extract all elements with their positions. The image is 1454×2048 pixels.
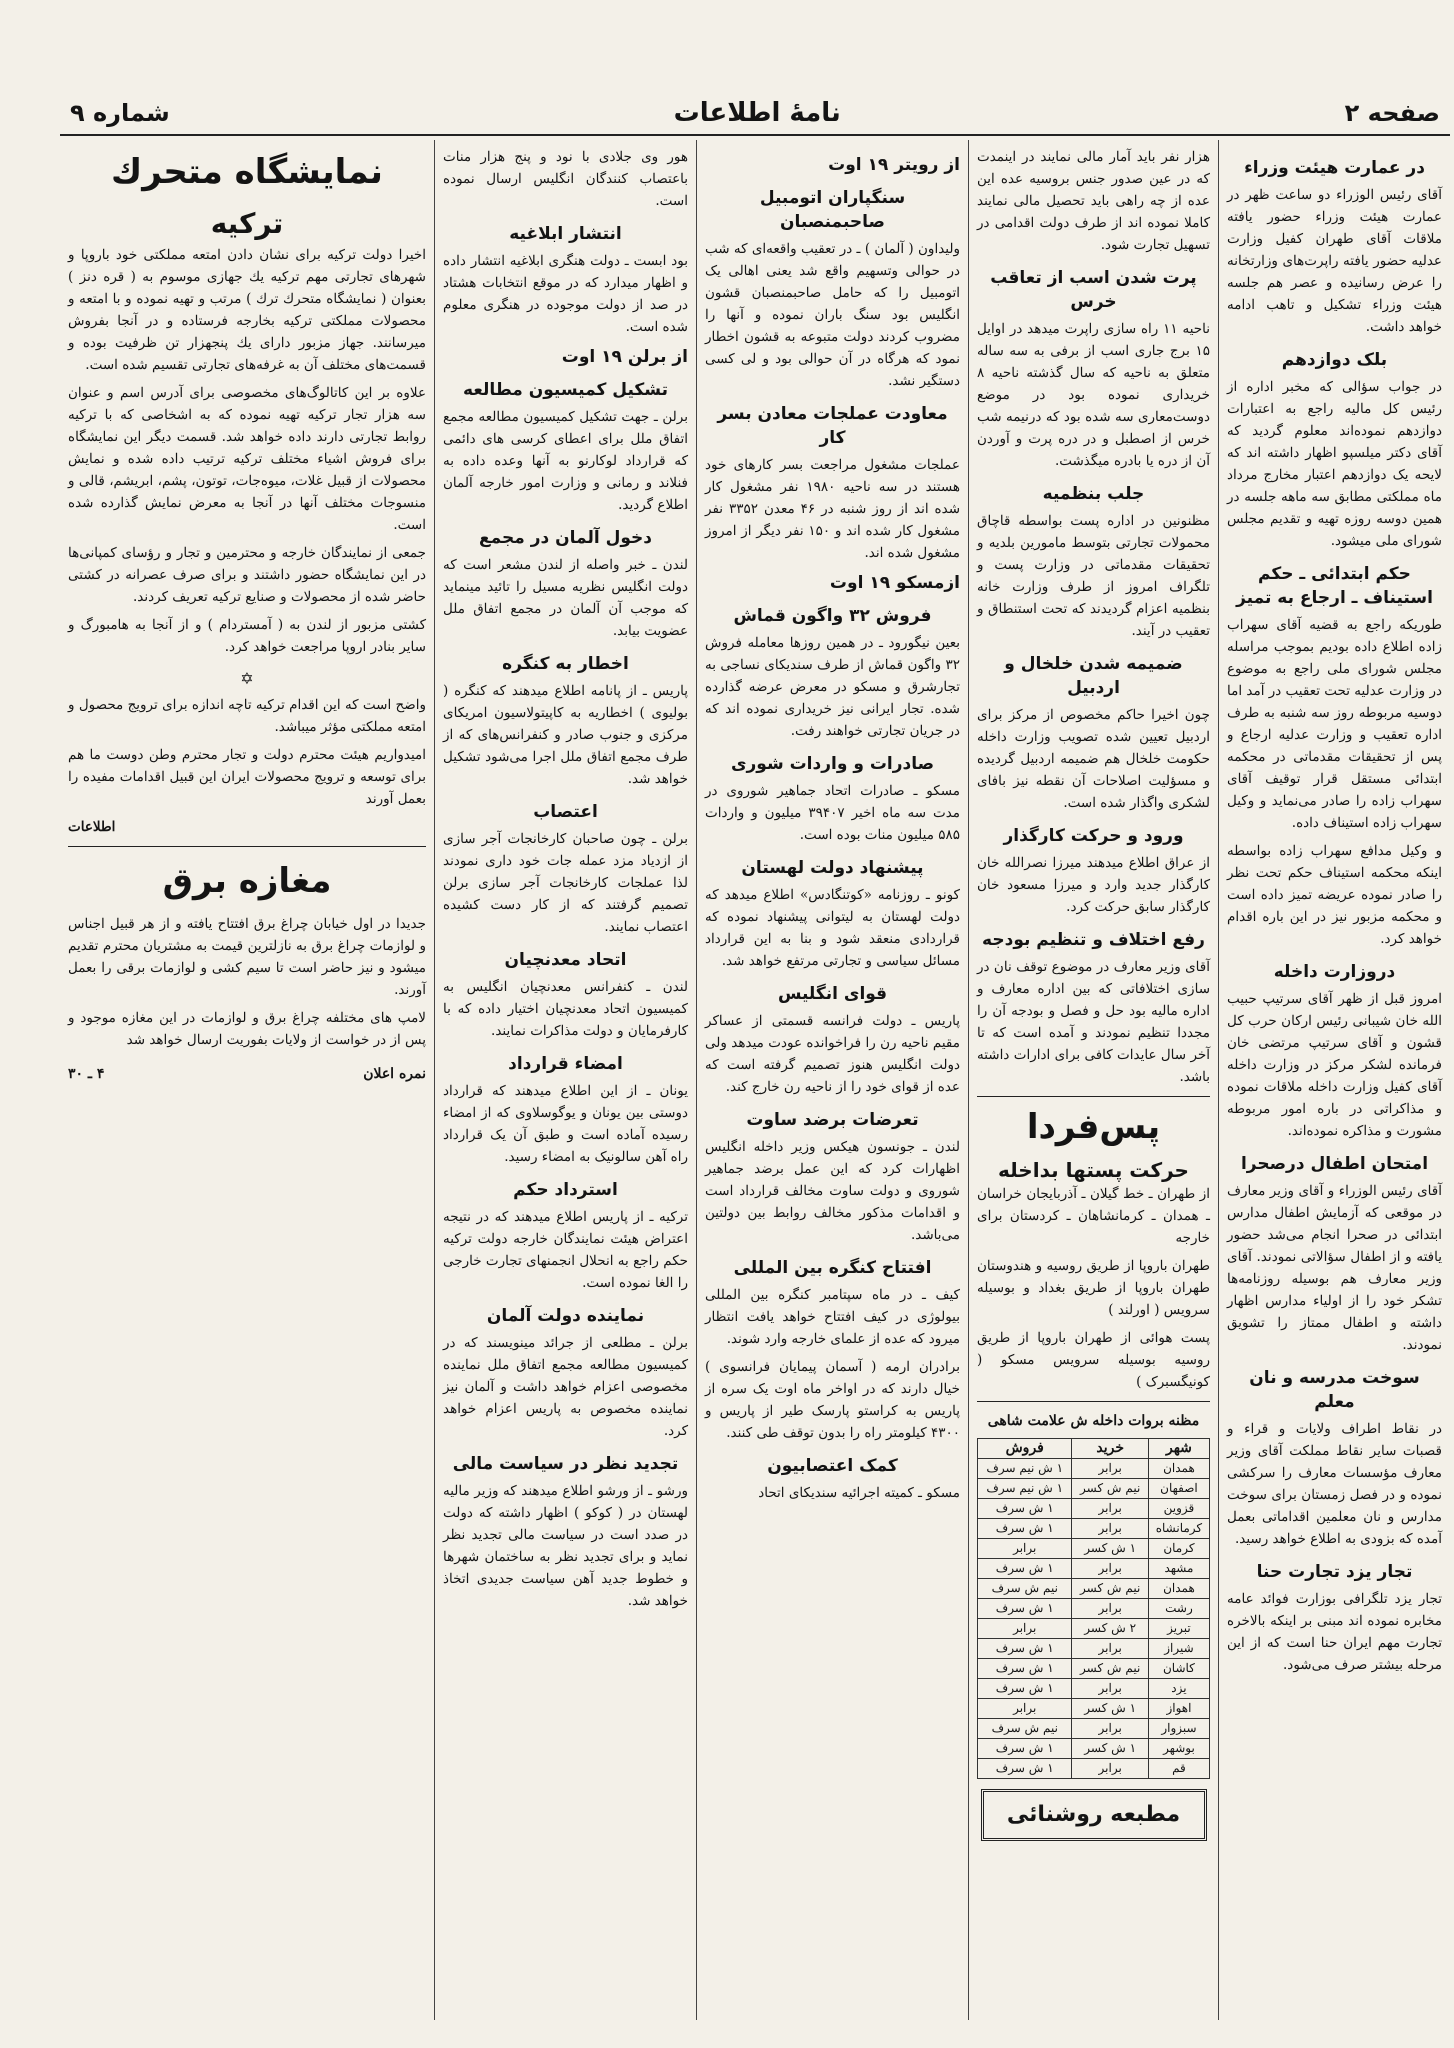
article-text: تجار یزد تلگرافی بوزارت فوائد عامه مخابره نموده اند مبنی بر اینکه بالاخره تجارت مهم ایران حنا است که از این مرحله بیشتر صرف می‌شود. [1227, 1591, 1442, 1673]
article-text: آقای رئیس الوزراء دو ساعت ظهر در عمارت هیئت وزراء حضور یافته ملاقات آقای طهران کفیل وزارت عدلیه حضور یافته راپرت‌های وزارتخانه را عرض رسانیده و عصر هم جلسه هیئت وزراء تشکیل و تاهب ادامه خواهد داشت. [1227, 187, 1442, 335]
rates-cell: ۱ ش سرف [978, 1519, 1072, 1539]
headline: تعرضات برضد ساوت [746, 1110, 919, 1130]
article-text: مسکو ـ کمیته اجرائیه سندیکای اتحاد [758, 1485, 960, 1501]
article-text: هور وی جلادی با نود و پنج هزار منات باعتصاب کنندگان انگلیس ارسال نموده است. [443, 149, 688, 209]
rates-cell: تبریز [1148, 1619, 1209, 1639]
rates-cell: یزد [1148, 1679, 1209, 1699]
article-text: اخیرا دولت ترکیه برای نشان دادن امتعه مملکتی خود باروپا و شهرهای تجارتی مهم ترکیه یك جهازی موسوم به ( قره دنز ) بعنوان ( نمایشگاه متحرك ترك ) مرتب و تهیه نموده و با امتعه و محصولات مملکتی ترکیه بخارجه فرستاده و در آنجا بفروش میرسانند. جهاز مزبور دارای یك پنجهزار تن ظرفیت بوده و قسمت‌های مختلف آن به غرفه‌های تجارتی تقسیم شده است. [68, 247, 426, 373]
headline: دخول آلمان در مجمع [479, 528, 652, 548]
rates-cell: برابر [1072, 1639, 1148, 1659]
divider [977, 1096, 1210, 1097]
table-row [978, 1699, 1210, 1719]
article-text: طهران باروپا از طریق روسیه و هندوستان طهران باروپا از طریق بغداد و بوسیله سرویس ( اورلند ) [977, 1258, 1210, 1318]
headline: سوخت مدرسه و نان معلم [1249, 1368, 1420, 1412]
headline: پیشنهاد دولت لهستان [741, 858, 924, 878]
headline: تجار یزد تجارت حنا [1256, 1562, 1413, 1582]
article-text: امروز قبل از ظهر آقای سرتیپ حبیب الله خان شیبانی رئیس ارکان حرب کل قشون و آقای سرتیپ مرتضی خان فرمانده لشکر مرکز در وزارت داخله آقای کفیل وزارت داخله ملاقات نموده و مذاکراتی در باره امور مربوطه مشورت و مذاکره نموده‌اند. [1227, 991, 1442, 1139]
article-text: علاوه بر این کاتالوگ‌های مخصوصی برای آدرس اسم و عنوان سه هزار تجار ترکیه تهیه نموده که به اشخاصی که با ترکیه روابط تجارتی دارند داده خواهد شد. قسمت دیگر این نمایشگاه برای فروش اشیاء مختلف ترکیه ترتیب داده شده و نمایش محصولات از قبیل غلات، میوه‌جات، توتون، پشم، ابریشم، قالی و منسوجات مختلف آنها در آنجا به معرض نمایش گذارده شده است. [68, 385, 426, 533]
column-2 [968, 140, 1218, 2020]
rates-cell: برابر [978, 1539, 1072, 1559]
article-text: لامپ های مختلفه چراغ برق و لوازمات در این مغازه موجود و پس از در خواست از ولایات بفوریت ارسال خواهد شد [68, 1010, 426, 1048]
article-text: یونان ـ از این اطلاع میدهند که قرارداد دوستی بین یونان و یوگوسلاوی که از امضاء رسیده آماده است و طبق آن یک قرارداد راه آهن سالونیک به امضاء رسید. [443, 1083, 688, 1165]
rates-cell: ۱ ش نیم سرف [978, 1479, 1072, 1499]
rates-table [977, 1438, 1210, 1779]
table-row [978, 1479, 1210, 1499]
headline: پرت شدن اسب از تعاقب خرس [990, 268, 1197, 312]
rates-cell: ۱ ش کسر [1072, 1699, 1148, 1719]
column-3 [696, 140, 968, 2020]
rates-cell: برابر [1072, 1459, 1148, 1479]
headline: صادرات و واردات شوری [730, 754, 935, 774]
article-text: پاریس ـ از پانامه اطلاع میدهند که کنگره ( بولیوی ) اخطاریه به کاپیتولاسیون امریکای مرکزی و جنوب صادر و کنفرانس‌های که از طرف مجمع اتفاق ملل اجرا می‌شود تشکیل خواهد شد. [443, 683, 688, 787]
table-row [978, 1599, 1210, 1619]
rates-cell: همدان [1148, 1579, 1209, 1599]
article-text: برلن ـ مطلعی از جرائد مینویسند که در کمیسیون مطالعه مجمع اتفاق ملل نماینده مخصوصی اعزام خواهد داشت و آلمان نیز نماینده مخصوص به پاریس اعزام خواهد کرد. [443, 1335, 688, 1439]
headline: دروزارت داخله [1273, 962, 1396, 982]
rates-cell: برابر [1072, 1759, 1148, 1779]
rates-cell: نیم ش سرف [978, 1579, 1072, 1599]
ad-title: پس‌فردا [1026, 1107, 1161, 1147]
column-5 [60, 140, 434, 2020]
article-text: طوریکه راجع به قضیه آقای سهراب زاده اطلاع داده بودیم بموجب مراسله مجلس شورای ملی راجع به موضوع در وزارت عدلیه تحت تعقیب در آمد اما دوسیه مربوطه روز سه شنبه به طرف اداره تعقیب و وزارت عدلیه ارجاع و پس از تحقیقات مقدماتی در محکمه ابتدائی مستقل قرار توقیف آقای سهراب زاده را صادر می‌نماید و وکیل سهراب زاده استیناف داده. [1226, 617, 1442, 831]
article-text: برلن ـ جهت تشکیل کمیسیون مطالعه مجمع اتفاق ملل برای اعطای کرسی های دائمی که قرارداد لوکارنو به آنها وعده داده به فنلاند و رمانی و وزارت امور خارجه آلمان اطلاع گردید. [443, 409, 688, 513]
rates-cell: برابر [978, 1619, 1072, 1639]
column-1 [1218, 140, 1450, 2020]
article-text: لندن ـ کنفرانس معدنچیان انگلیس به کمیسیون اتحاد معدنچیان اختیار داده که با کارفرمایان و دولت مذاکرات نمایند. [443, 979, 688, 1039]
article-text: لندن ـ خبر واصله از لندن مشعر است که دولت انگلیس نظریه مسیل را تائید مینماید که موجب آن آلمان در مجمع اتفاق ملل عضویت بیابد. [443, 557, 688, 639]
article-text: لندن ـ جونسون هیکس وزیر داخله انگلیس اظهارات کرد که این عمل برضد جماهیر شوروی و دولت ساوت مخالف قرارداد است و اقدامات مذکور مخالف روابط بین دولتین می‌باشد. [705, 1139, 960, 1243]
article-text: ترکیه ـ از پاریس اطلاع میدهند که در نتیجه اعتراض هیئت نمایندگان خارجه دولت ترکیه حکم راجع به انحلال انجمنهای تجارت خارجی را الغا نموده است. [443, 1209, 688, 1291]
ad-title: مغازه برق [162, 861, 332, 901]
article-text: هزار نفر باید آمار مالی نمایند در اینمدت که در عین صدور جنس بروسیه عده این عده از چه راهی باید تحصیل مالی نمایند کاملا نموده اند از طرف دولت اقدامی در تسهیل تجارت شود. [977, 149, 1210, 253]
rates-cell: همدان [1148, 1459, 1209, 1479]
headline: نماینده دولت آلمان [486, 1306, 645, 1326]
table-row [978, 1519, 1210, 1539]
rates-cell: نیم ش کسر [1072, 1659, 1148, 1679]
article-text: در جواب سؤالی که مخبر اداره از رئیس کل مالیه راجع به اعتبارات دوازدهم نموده‌اند معلوم گردید که آقای دکتر میلسپو اظهار داشته اند که لایحه یک دوازدهم اعتبار مخارج مرداد ماه مملکتی مطابق سه ماهه جلسه در همین دوسه روزه تهیه و تقدیم مجلس شورای ملی میشود. [1227, 379, 1442, 549]
rates-cell: ۱ ش سرف [978, 1599, 1072, 1619]
table-row [978, 1459, 1210, 1479]
article-text: واضح است که این اقدام ترکیه تاچه اندازه برای ترویج محصول و امتعه مملکتی مؤثر میباشد. [68, 697, 426, 735]
rates-cell: ۱ ش کسر [1072, 1739, 1148, 1759]
article-text: در نقاط اطراف ولایات و قراء و قصبات سایر نقاط مملکت آقای وزیر معارف مؤسسات معارف را سرکشی نموده و در فصل زمستان برای سوخت مدارس و نان معلمین اقداماتی بعمل آمده که بزودی به اطلاع خواهد رسید. [1227, 1421, 1442, 1547]
article-text: جدیدا در اول خیابان چراغ برق افتتاح یافته و از هر قبیل اجناس و لوازمات چراغ برق به نازلترین قیمت به مشتریان محترم تقدیم میشود و نیز حاضر است تا سیم کشی و لوازمات برقی را بعمل آورند. [68, 916, 426, 998]
ad-number-label: نمره اعلان [363, 1066, 426, 1082]
table-row [978, 1659, 1210, 1679]
rates-cell: قزوین [1148, 1499, 1209, 1519]
rates-cell: ۱ ش سرف [978, 1679, 1072, 1699]
table-row [978, 1639, 1210, 1659]
dateline: از رویتر ۱۹ اوت [828, 155, 960, 175]
rates-cell: ۱ ش کسر [1072, 1539, 1148, 1559]
rates-cell: ۱ ش سرف [978, 1639, 1072, 1659]
ad-number-row [68, 1063, 426, 1085]
article-text: کونو ـ روزنامه «کوتنگادس» اطلاع میدهد که دولت لهستان به لیتوانی پیشنهاد نموده که قراردادی منعقد شود و بنا به این قرارداد مسائل سیاسی و تجارتی مرتفع خواهد شد. [705, 887, 960, 969]
rates-cell: اصفهان [1148, 1479, 1209, 1499]
article-text: مسکو ـ صادرات اتحاد جماهیر شوروی در مدت سه ماه اخیر ۳۹۴۰۷ میلیون و واردات ۵۸۵ میلیون منات بوده است. [705, 783, 961, 843]
rates-cell: برابر [1072, 1599, 1148, 1619]
rates-cell: ۱ ش سرف [978, 1739, 1072, 1759]
article-text: عملجات مشغول مراجعت بسر کارهای خود هستند در سه ناحیه ۱۹۸۰ نفر مشغول کار شده اند از روز شنبه در ۴۶ معدن ۳۳۵۲ نفر مشغول کار شده اند و ۱۵۰ نفر دیگر از امروز مشغول شده اند. [705, 457, 961, 561]
rates-cell: برابر [1072, 1559, 1148, 1579]
rates-cell: مشهد [1148, 1559, 1209, 1579]
article-text: مظنونین در اداره پست بواسطه قاچاق محمولات تجارتی بتوسط مامورین بلدیه و تحقیقات مقدماتی در وزارت پست و تلگراف امروز از طرف وزارت خانه بنظمیه اعزام گردیدند که تحت استنطاق و تعقیب در آیند. [977, 513, 1210, 639]
ad-number: ۴ ـ ۳۰ [68, 1066, 105, 1082]
article-text: برادران ارمه ( آسمان پیمایان فرانسوی ) خیال دارند که در اواخر ماه اوت یک سره از پاریس به کراستو پارسک طیر از پاریس و ۴۳۰۰ کیلومتر راه را بدون توقف طی کنند. [705, 1359, 960, 1441]
divider [977, 1401, 1210, 1402]
headline: امضاء قرارداد [508, 1054, 623, 1074]
rates-cell: سبزوار [1148, 1719, 1209, 1739]
headline: انتشار ابلاغیه [509, 224, 622, 244]
headline: رفع اختلاف و تنظیم بودجه [982, 930, 1205, 950]
headline: فروش ۳۲ واگون قماش [733, 606, 932, 626]
article-text: پاریس ـ دولت فرانسه قسمتی از عساکر مقیم ناحیه رن را فراخوانده عودت میدهد ولی دولت انگلیس هنوز تصمیم گرفته است که عده از قوای خود را از ناحیه رن خارج کند. [705, 1013, 960, 1095]
headline: جلب بنظمیه [1042, 484, 1145, 504]
article-text: از عراق اطلاع میدهند میرزا نصرالله خان کارگذار جدید وارد و میرزا مسعود خان کارگذار سابق حرکت کرد. [977, 855, 1210, 915]
rates-cell: قم [1148, 1759, 1209, 1779]
headline: سنگپاران اتومبیل صاحبمنصبان [759, 188, 906, 232]
article-text: آقای وزیر معارف در موضوع توقف نان در سازی اختلافاتی که بین اداره معارف و اداره مالیه بود حل و فصل و بودجه آن را مجددا تنظیم نمودند و آمده است که تا آخر سال عایدات کافی برای ادارات داشته باشد. [977, 959, 1210, 1085]
headline: اعتصاب [533, 802, 598, 822]
article-text: برلن ـ چون صاحبان کارخانجات آجر سازی از ازدیاد مزد عمله جات خود داری نمودند لذا عملجات کارخانجات آجر سازی برلن تصمیم گرفتند که از کار دست کشیده اعتصاب نمایند. [443, 831, 688, 935]
headline: ورود و حرکت کارگذار [1003, 826, 1184, 846]
page-label: صفحه ۲ [1344, 99, 1440, 127]
headline: ضمیمه شدن خلخال و اردبیل [1004, 654, 1183, 698]
feature-title: نمایشگاه متحرك [111, 152, 383, 192]
article-text: آقای رئیس الوزراء و آقای وزیر معارف در موقعی که آزمایش اطفال مدارس ابتدائی در صحرا انجام می‌شد حضور یافته و از اطفال سؤالاتی نمودند. آقای وزیر معارف هم بوسیله روزنامه‌ها تشکر خود را از اولیاء مدارس اظهار داشته و اطفال ممتاز را تشویق نمودند. [1227, 1183, 1442, 1353]
rates-cell: ۱ ش سرف [978, 1759, 1072, 1779]
table-row [978, 1559, 1210, 1579]
rates-cell: ۱ ش سرف [978, 1559, 1072, 1579]
headline: امتحان اطفال درصحرا [1240, 1154, 1429, 1174]
rates-cell: برابر [978, 1699, 1072, 1719]
headline: تشکیل کمیسیون مطالعه [463, 380, 668, 400]
article-text: ناحیه ۱۱ راه سازی راپرت میدهد در اوایل ۱۵ برج جاری اسب از برفی به سه ساله متعلق به ناحیه که سال گذشته ناحیه ۸ خریداری نموده بود در موضع دوست‌معاری سه شده بود که درنیمه شب خرس از اصطبل و در دره پرت و آوردن آن از دره یا بادره میگذشت. [977, 321, 1210, 469]
rates-cell: اهواز [1148, 1699, 1209, 1719]
article-text: پست هوائی از طهران باروپا از طریق روسیه بوسیله سرویس مسکو ( کونیگسبرک ) [977, 1330, 1210, 1390]
headline: حکم ابتدائی ـ حکم استیناف ـ ارجاع به تمیز [1236, 564, 1433, 608]
article-text: و وکیل مدافع سهراب زاده بواسطه اینکه محکمه استیناف حکم تحت نظر را صادر نموده عریضه تمیز داده است و محکمه مزبور نیز در این باره اقدام خواهد کرد. [1227, 843, 1442, 947]
headline: افتتاح کنگره بین المللی [733, 1258, 932, 1278]
table-row [978, 1499, 1210, 1519]
signature: اطلاعات [68, 819, 116, 835]
table-row [978, 1679, 1210, 1699]
headline: اتحاد معدنچیان [504, 950, 627, 970]
divider [68, 846, 426, 847]
rates-header-cell: خرید [1072, 1439, 1148, 1459]
article-text: از طهران ـ خط گیلان ـ آذربایجان خراسان ـ همدان ـ کرمانشاهان ـ کردستان برای خارجه [977, 1186, 1210, 1246]
article-text: کشتی مزبور از لندن به ( آمستردام ) و از آنجا به هامبورگ و سایر بنادر اروپا مراجعت خواهد کرد. [68, 617, 426, 655]
paper-name: نامهٔ اطلاعات [673, 98, 841, 128]
rates-cell: ۲ ش کسر [1072, 1619, 1148, 1639]
headline: استرداد حکم [513, 1180, 618, 1200]
rates-cell: ۱ ش نیم سرف [978, 1459, 1072, 1479]
article-text: چون اخیرا حاکم مخصوص از مرکز برای اردبیل تعیین شده تصویب وزارت داخله حکومت خلخال هم ضمیمه اردبیل گردیده و مسؤلیت اصلاحات آن نقطه نیز بافای لشکری واگذار شده است. [977, 707, 1210, 811]
headline: قوای انگلیس [777, 984, 888, 1004]
article-text: ورشو ـ از ورشو اطلاع میدهند که وزیر مالیه لهستان در ( کوکو ) اظهار داشته که دولت در صدد است در سیاست مالی تجدید نظر نماید و برای تجدید نظر به ساختمان شهرها و خطوط جدید آهن سیاست جدیدی اتخاذ خواهد شد. [443, 1483, 688, 1609]
article-text: کیف ـ در ماه سپتامبر کنگره بین المللی بیولوژی در کیف افتتاح خواهد یافت انتظار میرود که عده از علمای خارجه وارد شوند. [705, 1287, 960, 1347]
headline: تجدید نظر در سیاست مالی [452, 1454, 679, 1474]
rates-header-cell: فروش [978, 1439, 1072, 1459]
rates-cell: ۱ ش سرف [978, 1659, 1072, 1679]
ad-subtitle: حرکت پستها بداخله [998, 1158, 1189, 1182]
rates-cell: برابر [1072, 1719, 1148, 1739]
rates-cell: بوشهر [1148, 1739, 1209, 1759]
headline: در عمارت هیئت وزراء [1244, 158, 1425, 178]
article-text: ولیداون ( آلمان ) ـ در تعقیب واقعه‌ای که شب در حوالی وتسهیم واقع شد یعنی اهالی یک اتومبیل را که حامل صاحبمنصبان قشون انگلیس بود سنگ باران نموده و آنها را مضروب کردند دولت متبوعه به قشون اخطار نمود که هرگاه در آن حوالی بود و لی کسی دستگیر نشد. [705, 241, 960, 389]
rates-cell: برابر [1072, 1679, 1148, 1699]
table-row [978, 1759, 1210, 1779]
headline: معاودت عملجات معادن بسر کار [717, 404, 948, 448]
rates-cell: نیم ش سرف [978, 1719, 1072, 1739]
article-text: جمعی از نمایندگان خارجه و محترمین و تجار و رؤسای کمپانی‌ها در این نمایشگاه حضور داشتند و برای صرف عصرانه در کشتی حاضر شده از محصولات و صنایع ترکیه تعریف کردند. [68, 545, 426, 605]
rates-cell: نیم ش کسر [1072, 1479, 1148, 1499]
headline: کمک اعتصابیون [767, 1456, 898, 1476]
article-text: بعین نیگورود ـ در همین روزها معامله فروش ۳۲ واگون قماش از طرف سندیکای نساجی به تجارشرق و مسکو در معرض عرضه گذارده شده. تجار ایرانی نیز خریداری نموده اند که در جریان تجارتی خواهند رفت. [705, 635, 960, 739]
dateline: ازمسکو ۱۹ اوت [829, 573, 960, 593]
table-row [978, 1739, 1210, 1759]
table-row [978, 1539, 1210, 1559]
rates-cell: کرمانشاه [1148, 1519, 1209, 1539]
rates-cell: کاشان [1148, 1659, 1209, 1679]
headline: اخطار به کنگره [502, 654, 629, 674]
rates-cell: ۱ ش سرف [978, 1499, 1072, 1519]
feature-subtitle: ترکیه [210, 207, 284, 240]
star-icon: ✡ [240, 669, 254, 688]
table-row [978, 1719, 1210, 1739]
rates-header-cell: شهر [1148, 1439, 1209, 1459]
press-logo: مطبعه روشنائی [981, 1789, 1207, 1841]
rates-cell: شیراز [1148, 1639, 1209, 1659]
masthead [60, 92, 1450, 136]
rates-cell: برابر [1072, 1519, 1148, 1539]
table-row [978, 1619, 1210, 1639]
table-row [978, 1579, 1210, 1599]
news-columns [60, 140, 1450, 2020]
rates-cell: نیم ش کسر [1072, 1579, 1148, 1599]
issue-label: شماره ۹ [70, 99, 170, 127]
rates-cell: کرمان [1148, 1539, 1209, 1559]
rates-table-title: مظنه بروات داخله ش علامت شاهی [987, 1413, 1200, 1429]
headline: بلک دوازدهم [1281, 350, 1388, 370]
rates-cell: برابر [1072, 1499, 1148, 1519]
article-text: بود ابست ـ دولت هنگری ابلاغیه انتشار داده و اظهار میدارد که در موقع انتخابات هشتاد در صد از دولت موجوده در هنگری معلوم شده است. [443, 253, 688, 335]
article-text: امیدواریم هیئت محترم دولت و تجار محترم وطن دوست ما هم برای توسعه و ترویج محصولات ایران این قبیل اقدامات مفیده را بعمل آورند [68, 747, 426, 807]
dateline: از برلن ۱۹ اوت [561, 347, 688, 367]
rates-cell: رشت [1148, 1599, 1209, 1619]
column-4 [434, 140, 696, 2020]
